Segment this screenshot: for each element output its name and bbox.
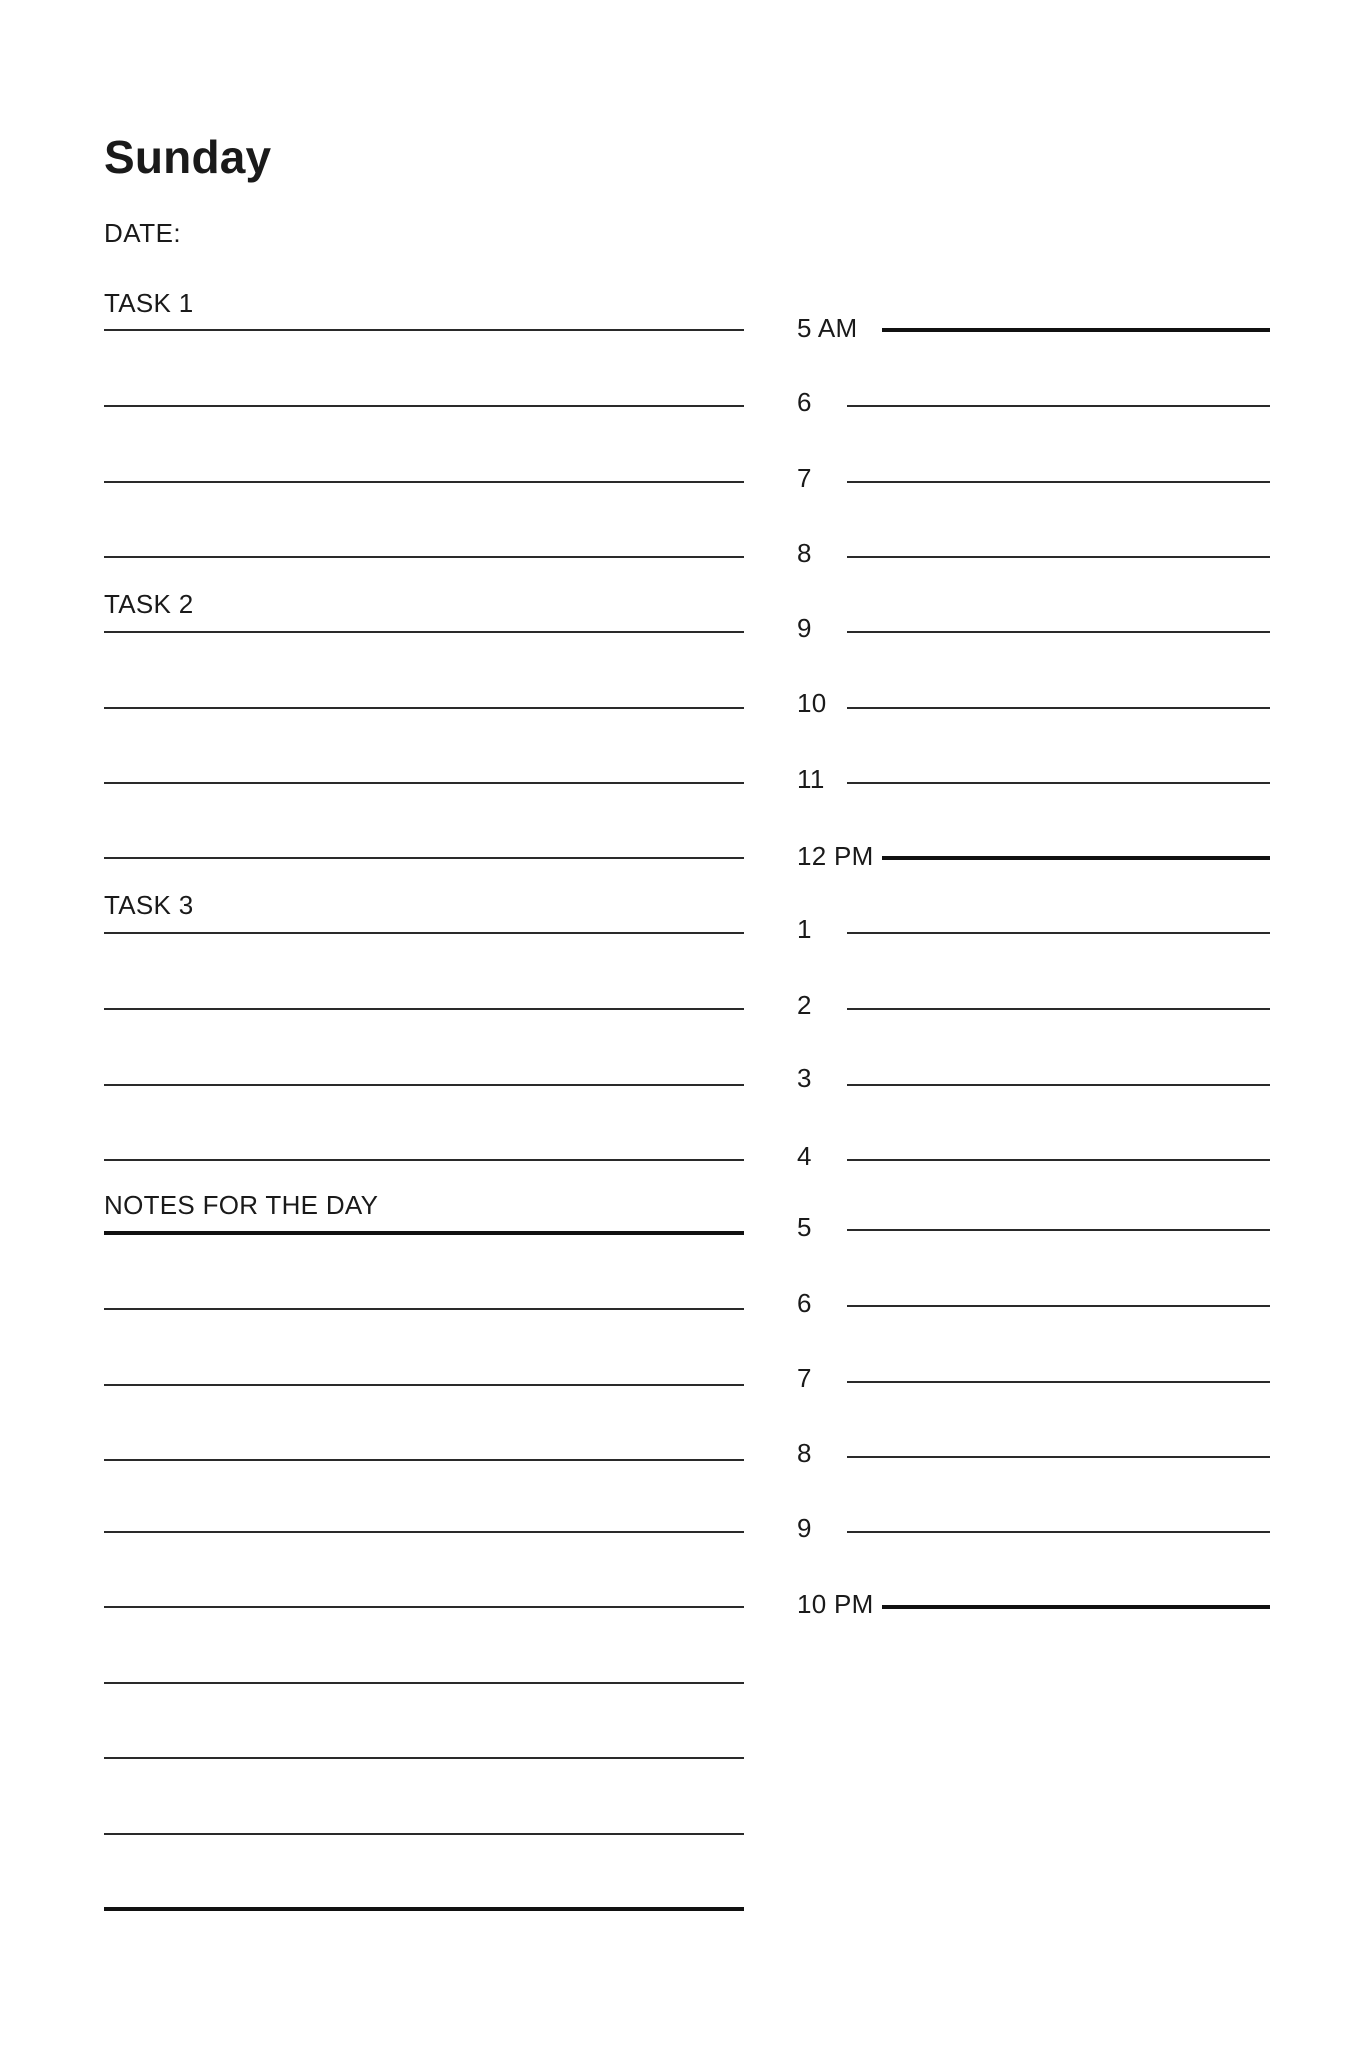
time-label-10pm: 10 PM <box>797 1589 874 1619</box>
task-2-line-2[interactable] <box>104 707 744 709</box>
task-2-line-4[interactable] <box>104 857 744 859</box>
time-line-11am[interactable] <box>847 782 1270 784</box>
time-line-6pm[interactable] <box>847 1305 1270 1307</box>
time-label-1pm: 1 <box>797 914 812 944</box>
time-line-10am[interactable] <box>847 707 1270 709</box>
task-1-line-2[interactable] <box>104 405 744 407</box>
time-line-5am[interactable] <box>882 328 1270 332</box>
task-1-line-4[interactable] <box>104 556 744 558</box>
task-3-line-3[interactable] <box>104 1084 744 1086</box>
task-1-label: TASK 1 <box>104 288 194 318</box>
task-3-label: TASK 3 <box>104 890 194 920</box>
time-label-6am: 6 <box>797 387 812 417</box>
time-label-3pm: 3 <box>797 1063 812 1093</box>
notes-line-5[interactable] <box>104 1606 744 1608</box>
notes-line-3[interactable] <box>104 1459 744 1461</box>
notes-header-line <box>104 1231 744 1235</box>
date-label: DATE: <box>104 218 182 248</box>
time-label-7am: 7 <box>797 463 812 493</box>
time-line-6am[interactable] <box>847 405 1270 407</box>
time-label-9pm: 9 <box>797 1513 812 1543</box>
time-line-1pm[interactable] <box>847 932 1270 934</box>
time-label-12pm: 12 PM <box>797 841 874 871</box>
time-line-12pm[interactable] <box>882 856 1270 860</box>
time-label-11am: 11 <box>797 764 825 794</box>
notes-footer-line <box>104 1907 744 1911</box>
time-line-2pm[interactable] <box>847 1008 1270 1010</box>
time-label-5am: 5 AM <box>797 313 858 343</box>
task-2-line-1[interactable] <box>104 631 744 633</box>
task-2-line-3[interactable] <box>104 782 744 784</box>
notes-label: NOTES FOR THE DAY <box>104 1190 379 1220</box>
time-line-3pm[interactable] <box>847 1084 1270 1086</box>
time-label-4pm: 4 <box>797 1141 812 1171</box>
page-title: Sunday <box>104 131 272 183</box>
time-line-10pm[interactable] <box>882 1605 1270 1609</box>
notes-line-2[interactable] <box>104 1384 744 1386</box>
time-line-8pm[interactable] <box>847 1456 1270 1458</box>
task-3-line-4[interactable] <box>104 1159 744 1161</box>
task-1-line-1[interactable] <box>104 329 744 331</box>
time-label-8pm: 8 <box>797 1438 812 1468</box>
time-label-2pm: 2 <box>797 990 812 1020</box>
time-line-9am[interactable] <box>847 631 1270 633</box>
task-1-line-3[interactable] <box>104 481 744 483</box>
time-label-7pm: 7 <box>797 1363 812 1393</box>
notes-line-6[interactable] <box>104 1682 744 1684</box>
time-line-7pm[interactable] <box>847 1381 1270 1383</box>
notes-line-1[interactable] <box>104 1308 744 1310</box>
time-line-5pm[interactable] <box>847 1229 1270 1231</box>
notes-line-7[interactable] <box>104 1757 744 1759</box>
time-line-7am[interactable] <box>847 481 1270 483</box>
time-label-5pm: 5 <box>797 1212 812 1242</box>
task-2-label: TASK 2 <box>104 589 194 619</box>
time-line-9pm[interactable] <box>847 1531 1270 1533</box>
time-line-4pm[interactable] <box>847 1159 1270 1161</box>
time-label-10am: 10 <box>797 688 827 718</box>
time-label-6pm: 6 <box>797 1288 812 1318</box>
time-label-9am: 9 <box>797 613 812 643</box>
task-3-line-2[interactable] <box>104 1008 744 1010</box>
time-line-8am[interactable] <box>847 556 1270 558</box>
notes-line-8[interactable] <box>104 1833 744 1835</box>
notes-line-4[interactable] <box>104 1531 744 1533</box>
time-label-8am: 8 <box>797 538 812 568</box>
task-3-line-1[interactable] <box>104 932 744 934</box>
